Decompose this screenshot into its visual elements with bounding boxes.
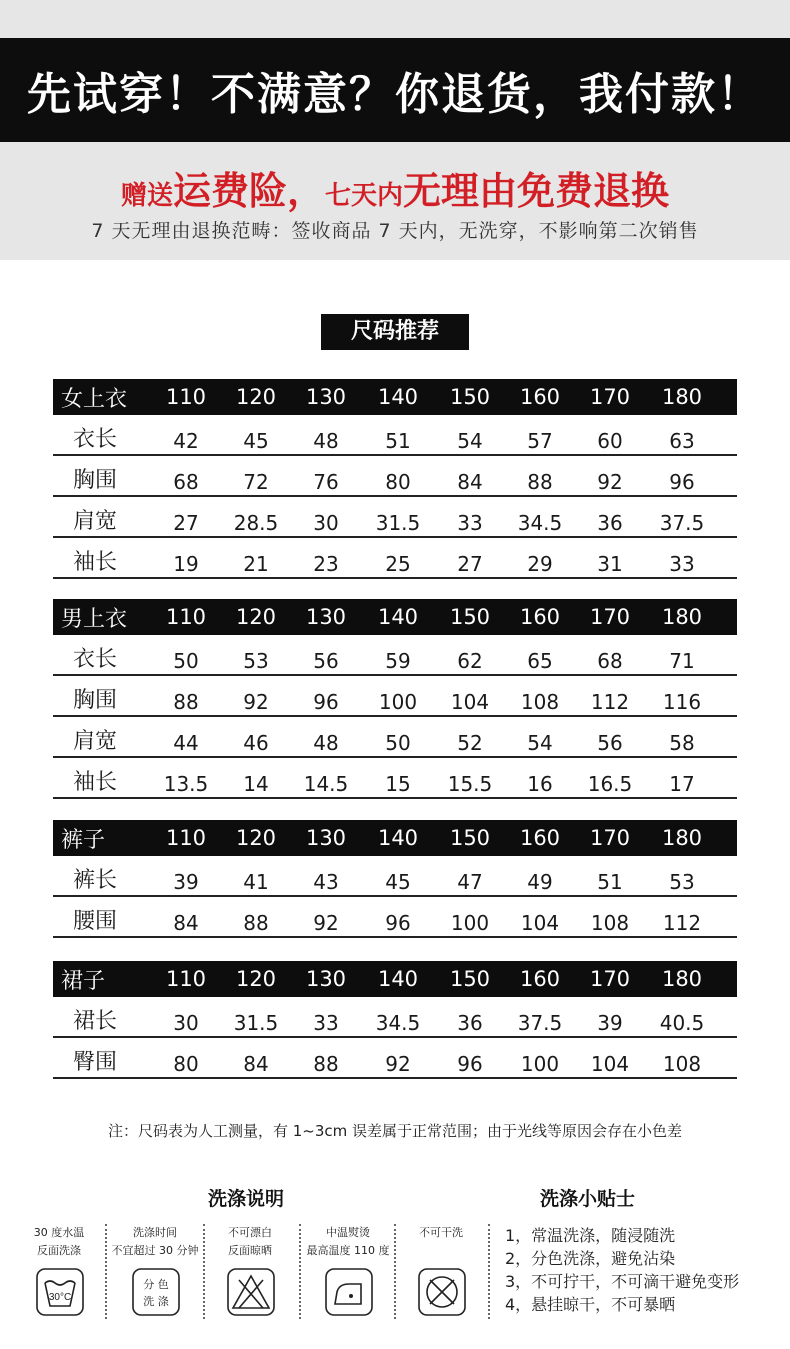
promo-panel xyxy=(0,142,790,260)
group-label: 女上衣 xyxy=(61,386,128,412)
care-item-no-dry-clean xyxy=(393,1224,489,1319)
size-header-cell: 110 xyxy=(165,967,207,991)
size-row xyxy=(53,897,737,938)
measurement-value: 34.5 xyxy=(375,1011,421,1035)
measurement-value: 59 xyxy=(385,649,411,673)
measurement-value: 19 xyxy=(173,552,199,576)
measurement-value: 56 xyxy=(597,731,623,755)
measurement-value: 13.5 xyxy=(163,772,209,796)
measurement-label: 裙长 xyxy=(73,1009,118,1034)
size-header-cell: 180 xyxy=(661,826,703,850)
headline-banner xyxy=(0,38,790,142)
measurement-value: 80 xyxy=(385,470,411,494)
measurement-value: 65 xyxy=(527,649,553,673)
measurement-value: 17 xyxy=(669,772,695,796)
promo-part-3: 七天内 xyxy=(325,181,404,211)
measurement-value: 104 xyxy=(590,1052,630,1076)
size-row xyxy=(53,538,737,579)
measurement-value: 48 xyxy=(313,731,339,755)
promo-part-4: 无理由免费退换 xyxy=(403,169,670,213)
size-header-cell: 120 xyxy=(235,967,277,991)
size-header-cell: 150 xyxy=(449,605,491,629)
size-row xyxy=(53,1038,737,1079)
measurement-value: 96 xyxy=(457,1052,483,1076)
care-line-1: 不可漂白 xyxy=(228,1226,272,1239)
group-label: 裙子 xyxy=(61,968,106,994)
size-header-cell: 140 xyxy=(377,826,419,850)
care-line-2: 反面晾晒 xyxy=(228,1244,272,1257)
measurement-value: 14.5 xyxy=(303,772,349,796)
tips-list xyxy=(505,1224,739,1316)
size-header-cell: 120 xyxy=(235,605,277,629)
measurement-value: 50 xyxy=(173,649,199,673)
measurement-value: 39 xyxy=(597,1011,623,1035)
care-line-2: 最高温度 110 度 xyxy=(306,1244,390,1257)
size-header-cell: 160 xyxy=(519,967,561,991)
size-row xyxy=(53,997,737,1038)
size-group xyxy=(53,961,737,1079)
measurement-value: 45 xyxy=(385,870,411,894)
tip-item: 4，悬挂晾干，不可暴晒 xyxy=(505,1295,676,1314)
measurement-value: 68 xyxy=(597,649,623,673)
measurement-value: 49 xyxy=(527,870,553,894)
measurement-value: 104 xyxy=(450,690,490,714)
size-row xyxy=(53,856,737,897)
tips-title: 洗涤小贴士 xyxy=(540,1188,636,1210)
care-line-1: 30 度水温 xyxy=(33,1226,85,1239)
measurement-label: 袖长 xyxy=(73,550,118,575)
care-line-2: 不宜超过 30 分钟 xyxy=(111,1244,199,1257)
size-header-row xyxy=(53,961,737,997)
separate-wash-icon xyxy=(132,1268,180,1316)
measurement-value: 58 xyxy=(669,731,695,755)
no-bleach-icon xyxy=(227,1268,275,1316)
size-header-cell: 160 xyxy=(519,826,561,850)
measurement-value: 62 xyxy=(457,649,483,673)
size-row xyxy=(53,635,737,676)
measurement-value: 41 xyxy=(243,870,269,894)
care-line-2: 反面洗涤 xyxy=(37,1244,81,1257)
measurement-value: 15.5 xyxy=(447,772,493,796)
measurement-value: 71 xyxy=(669,649,695,673)
measurement-value: 29 xyxy=(527,552,553,576)
measurement-label: 衣长 xyxy=(73,427,118,452)
measurement-value: 40.5 xyxy=(659,1011,705,1035)
size-header-cell: 150 xyxy=(449,826,491,850)
measurement-value: 108 xyxy=(662,1052,702,1076)
measurement-value: 63 xyxy=(669,429,695,453)
promo-subtext: 7 天无理由退换范畴：签收商品 7 天内，无洗穿，不影响第二次销售 xyxy=(91,220,699,242)
measurement-label: 衣长 xyxy=(73,647,118,672)
measurement-value: 96 xyxy=(385,911,411,935)
size-row xyxy=(53,676,737,717)
promo-part-2: 运费险， xyxy=(172,169,325,213)
size-header-cell: 150 xyxy=(449,385,491,409)
measurement-value: 27 xyxy=(173,511,199,535)
measurement-value: 42 xyxy=(173,429,199,453)
measurement-value: 84 xyxy=(457,470,483,494)
measurement-value: 51 xyxy=(385,429,411,453)
measurement-value: 23 xyxy=(313,552,339,576)
care-line-2: 不可干洗 xyxy=(419,1226,463,1239)
measurement-value: 96 xyxy=(313,690,339,714)
measurement-value: 68 xyxy=(173,470,199,494)
measurement-value: 33 xyxy=(669,552,695,576)
group-label: 裤子 xyxy=(61,827,106,853)
top-gap xyxy=(0,0,790,38)
wash-30-text: 30°C xyxy=(48,1292,72,1303)
care-item-iron xyxy=(300,1224,396,1319)
measurement-value: 108 xyxy=(520,690,560,714)
size-group xyxy=(53,820,737,938)
measurement-value: 47 xyxy=(457,870,483,894)
measurement-value: 56 xyxy=(313,649,339,673)
size-header-cell: 110 xyxy=(165,826,207,850)
size-header-cell: 120 xyxy=(235,385,277,409)
measurement-value: 100 xyxy=(520,1052,560,1076)
promo-headline xyxy=(0,160,790,215)
measurement-value: 112 xyxy=(662,911,702,935)
size-header-cell: 130 xyxy=(305,967,347,991)
size-header-cell: 140 xyxy=(377,967,419,991)
measurement-value: 57 xyxy=(527,429,553,453)
size-header-cell: 180 xyxy=(661,605,703,629)
size-header-cell: 180 xyxy=(661,967,703,991)
measurement-value: 52 xyxy=(457,731,483,755)
size-header-cell: 130 xyxy=(305,826,347,850)
size-header-cell: 140 xyxy=(377,385,419,409)
tip-item: 2，分色洗涤，避免沾染 xyxy=(505,1249,676,1268)
no-dry-clean-icon xyxy=(418,1268,466,1316)
size-header-cell: 160 xyxy=(519,605,561,629)
measurement-value: 116 xyxy=(662,690,702,714)
size-header-cell: 180 xyxy=(661,385,703,409)
measurement-value: 31.5 xyxy=(375,511,421,535)
size-header-cell: 130 xyxy=(305,605,347,629)
measurement-label: 胸围 xyxy=(73,688,118,713)
care-item-no-bleach xyxy=(202,1224,298,1319)
group-label: 男上衣 xyxy=(61,606,128,632)
measurement-value: 92 xyxy=(385,1052,411,1076)
measurement-value: 88 xyxy=(313,1052,339,1076)
measurement-value: 30 xyxy=(313,511,339,535)
measurement-label: 裤长 xyxy=(73,868,118,893)
size-header-row xyxy=(53,379,737,415)
care-item-wash-30 xyxy=(11,1224,107,1319)
measurement-value: 112 xyxy=(590,690,630,714)
measurement-value: 88 xyxy=(243,911,269,935)
measurement-value: 92 xyxy=(597,470,623,494)
care-line-1: 洗涤时间 xyxy=(133,1226,177,1239)
measurement-value: 54 xyxy=(457,429,483,453)
measurement-value: 16.5 xyxy=(587,772,633,796)
measurement-value: 33 xyxy=(313,1011,339,1035)
measurement-value: 54 xyxy=(527,731,553,755)
measurement-value: 25 xyxy=(385,552,411,576)
care-item-separate xyxy=(107,1224,203,1319)
promo-part-1: 赠送 xyxy=(120,181,173,211)
measurement-label: 胸围 xyxy=(73,468,118,493)
measurement-value: 100 xyxy=(450,911,490,935)
tip-item: 3，不可拧干，不可滴干避免变形 xyxy=(505,1272,740,1291)
headline-text: 先试穿！不满意？你退货，我付款！ xyxy=(27,69,763,120)
measurement-value: 34.5 xyxy=(517,511,563,535)
measurement-value: 51 xyxy=(597,870,623,894)
measurement-value: 50 xyxy=(385,731,411,755)
measurement-value: 96 xyxy=(669,470,695,494)
measurement-value: 31.5 xyxy=(233,1011,279,1035)
size-row xyxy=(53,717,737,758)
size-header-cell: 120 xyxy=(235,826,277,850)
measurement-value: 108 xyxy=(590,911,630,935)
size-group xyxy=(53,379,737,579)
measurement-value: 46 xyxy=(243,731,269,755)
tip-item: 1，常温洗涤，随浸随洗 xyxy=(505,1226,676,1245)
measurement-value: 36 xyxy=(457,1011,483,1035)
measurement-value: 39 xyxy=(173,870,199,894)
measurement-value: 43 xyxy=(313,870,339,894)
size-header-cell: 150 xyxy=(449,967,491,991)
measurement-value: 14 xyxy=(243,772,269,796)
measurement-value: 100 xyxy=(378,690,418,714)
measurement-value: 15 xyxy=(385,772,411,796)
size-row xyxy=(53,415,737,456)
washing-title: 洗涤说明 xyxy=(208,1188,285,1210)
measurement-value: 27 xyxy=(457,552,483,576)
measurement-value: 88 xyxy=(527,470,553,494)
measurement-label: 肩宽 xyxy=(73,729,118,754)
measurement-value: 88 xyxy=(173,690,199,714)
measurement-value: 53 xyxy=(243,649,269,673)
separate-wash-text-2: 洗 涤 xyxy=(143,1295,169,1308)
measurement-value: 104 xyxy=(520,911,560,935)
size-chart-title: 尺码推荐 xyxy=(321,314,469,350)
measurement-value: 76 xyxy=(313,470,339,494)
measurement-value: 45 xyxy=(243,429,269,453)
measurement-value: 80 xyxy=(173,1052,199,1076)
measurement-value: 37.5 xyxy=(517,1011,563,1035)
size-header-cell: 140 xyxy=(377,605,419,629)
measurement-value: 92 xyxy=(313,911,339,935)
measurement-value: 31 xyxy=(597,552,623,576)
measurement-label: 臀围 xyxy=(73,1050,118,1075)
size-header-row xyxy=(53,599,737,635)
size-header-cell: 110 xyxy=(165,385,207,409)
measurement-value: 53 xyxy=(669,870,695,894)
measurement-value: 36 xyxy=(597,511,623,535)
measurement-value: 30 xyxy=(173,1011,199,1035)
iron-icon xyxy=(325,1268,373,1316)
measurement-value: 84 xyxy=(173,911,199,935)
measurement-value: 16 xyxy=(527,772,553,796)
measurement-value: 84 xyxy=(243,1052,269,1076)
size-row xyxy=(53,758,737,799)
measurement-value: 72 xyxy=(243,470,269,494)
measurement-value: 48 xyxy=(313,429,339,453)
size-header-row xyxy=(53,820,737,856)
tips-divider xyxy=(488,1224,490,1319)
size-group xyxy=(53,599,737,799)
size-row xyxy=(53,497,737,538)
separate-wash-text-1: 分 色 xyxy=(143,1278,169,1291)
size-header-cell: 160 xyxy=(519,385,561,409)
size-header-cell: 170 xyxy=(589,967,631,991)
care-line-1: 中温熨烫 xyxy=(326,1226,370,1239)
measurement-value: 28.5 xyxy=(233,511,279,535)
measurement-value: 21 xyxy=(243,552,269,576)
measurement-label: 肩宽 xyxy=(73,509,118,534)
size-header-cell: 170 xyxy=(589,826,631,850)
size-note: 注：尺码表为人工测量，有 1~3cm 误差属于正常范围；由于光线等原因会存在小色差 xyxy=(107,1122,683,1140)
measurement-value: 33 xyxy=(457,511,483,535)
size-header-cell: 170 xyxy=(589,385,631,409)
size-header-cell: 170 xyxy=(589,605,631,629)
measurement-label: 袖长 xyxy=(73,770,118,795)
size-header-cell: 110 xyxy=(165,605,207,629)
measurement-value: 92 xyxy=(243,690,269,714)
measurement-value: 37.5 xyxy=(659,511,705,535)
size-header-cell: 130 xyxy=(305,385,347,409)
wash-30-icon xyxy=(36,1268,84,1316)
measurement-value: 60 xyxy=(597,429,623,453)
measurement-value: 44 xyxy=(173,731,199,755)
measurement-label: 腰围 xyxy=(73,909,118,934)
size-row xyxy=(53,456,737,497)
